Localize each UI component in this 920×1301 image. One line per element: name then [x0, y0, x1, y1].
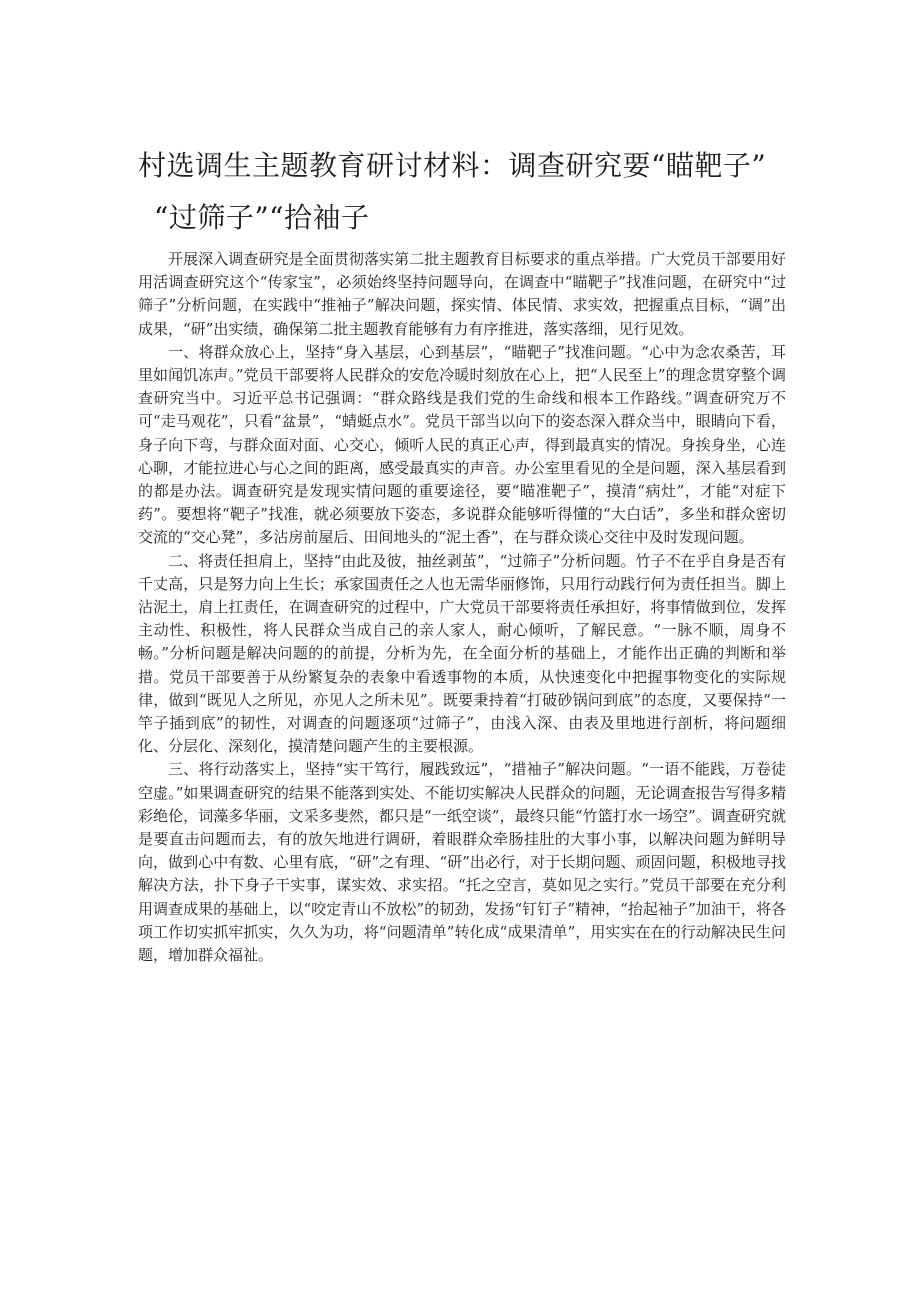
paragraph-section-3: 三、将行动落实上，坚持“实干笃行，履践致远”，“措袖子”解决问题。“一语不能践，万卷徒空虚。”如果调查研究的结果不能落到实处、不能切实解决人民群众的问题，无论调查报告写得多精彩绝伦，词藻多华丽，文采多斐然，都只是“一纸空谈”，最终只能“竹篮打水一场空”。调查研究就是要直击问题而去，有的放矢地进行调研，着眼群众牵肠挂肚的大事小事，以解决问题为鲜明导向，做到心中有数、心里有底，“研”之有理、“研”出必行，对于长期问题、顽固问题，积极地寻找解决方法，扑下身子干实事，谋实效、求实招。“托之空言，莫如见之实行。”党员干部要在充分利用调查成果的基础上，以“咬定青山不放松”的韧劲，发扬“钉钉子”精神，“抬起袖子”加油干，将各项工作切实抓牢抓实，久久为功，将“问题清单”转化成“成果清单”，用实实在在的行动解决民生问题，增加群众福祉。 — [138, 760, 786, 965]
paragraph-section-1: 一、将群众放心上，坚持“身入基层，心到基层”，“瞄靶子”找准问题。“心中为念农桑苦，耳里如闻饥冻声。”党员干部要将人民群众的安危冷暖时刻放在心上，把“人民至上”的理念贯穿整个调查研究当中。习近平总书记强调：“群众路线是我们党的生命线和根本工作路线。”调查研究万不可“走马观花”，只看“盆景”，“蜻蜓点水”。党员干部当以向下的姿态深入群众当中，眼睛向下看，身子向下弯，与群众面对面、心交心，倾听人民的真正心声，得到最真实的情况。身挨身坐，心连心聊，才能拉进心与心之间的距离，感受最真实的声音。办公室里看见的全是问题，深入基层看到的都是办法。调查研究是发现实情问题的重要途径，要“瞄准靶子”，摸清“病灶”，才能“对症下药”。要想将“靶子”找准，就必须要放下姿态，多说群众能够听得懂的“大白话”，多坐和群众密切交流的“交心凳”，多沾房前屋后、田间地头的“泥土香”，在与群众谈心交往中及时发现问题。 — [138, 342, 786, 547]
paragraph-section-2: 二、将责任担肩上，坚持“由此及彼，抽丝剥茧”，“过筛子”分析问题。竹子不在乎自身是否有千丈高，只是努力向上生长；承家国责任之人也无需华丽修饰，只用行动践行何为责任担当。脚上沾泥土，肩上扛责任，在调查研究的过程中，广大党员干部要将责任承担好，将事情做到位，发挥主动性、积极性，将人民群众当成自己的亲人家人，耐心倾听，了解民意。“一脉不顺，周身不畅。”分析问题是解决问题的的前提，分析为先，在全面分析的基础上，才能作出正确的判断和举措。党员干部要善于从纷繁复杂的表象中看透事物的本质，从快速变化中把握事物变化的实际规律，做到“既见人之所见，亦见人之所未见”。既要秉持着“打破砂锅问到底”的态度，又要保持“一竿子插到底”的韧性，对调查的问题逐项“过筛子”，由浅入深、由表及里地进行剖析，将问题细化、分层化、深刻化，摸清楚问题产生的主要根源。 — [138, 551, 786, 756]
title-line-1: 村选调生主题教育研讨材料：调查研究要“瞄靶子” — [138, 149, 767, 182]
document-body — [138, 248, 786, 967]
paragraph-intro: 开展深入调查研究是全面贯彻落实第二批主题教育目标要求的重点举措。广大党员干部要用好用活调查研究这个“传家宝”，必须始终坚持问题导向，在调查中“瞄靶子”找准问题，在研究中“过筛子”分析问题，在实践中“推袖子”解决问题，探实情、体民情、求实效，把握重点目标，“调”出成果，“研”出实绩，确保第二批主题教育能够有力有序推进，落实落细，见行见效。 — [138, 250, 786, 338]
title-line-2: “过筛子”“拾袖子 — [154, 201, 370, 234]
document-title — [138, 140, 798, 244]
